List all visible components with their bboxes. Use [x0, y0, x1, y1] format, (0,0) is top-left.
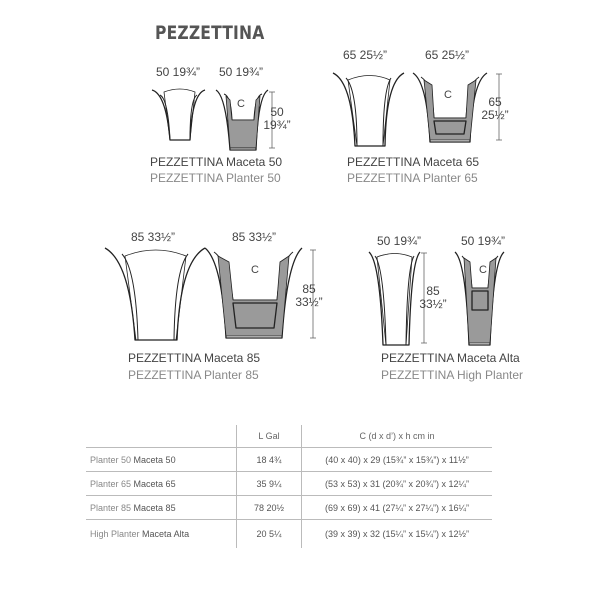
height-in: 33½”	[295, 295, 323, 309]
row-dims: (53 x 53) x 31 (20¾” x 20¾”) x 12¼”	[302, 472, 493, 496]
section-mark-85: C	[251, 264, 259, 276]
table-header-name	[86, 425, 237, 448]
row-name	[86, 448, 237, 472]
width-label-alta: 50 19¾”	[377, 234, 422, 248]
name-en: Planter 65	[90, 478, 132, 489]
table-header-row	[86, 425, 492, 448]
caption-en-85: PEZZETTINA Planter 85	[128, 368, 259, 382]
name-es: Maceta 65	[133, 478, 176, 489]
section-mark-65: C	[444, 89, 452, 101]
height-label-50	[262, 106, 292, 132]
planter-50-elevation	[152, 89, 205, 140]
high-planter-elevation	[369, 252, 420, 345]
name-es: Maceta 50	[133, 454, 176, 465]
caption-es-85: PEZZETTINA Maceta 85	[128, 351, 261, 365]
caption-en-50: PEZZETTINA Planter 50	[150, 171, 281, 185]
row-dims: (39 x 39) x 32 (15¼” x 15¼”) x 12½”	[302, 520, 493, 549]
height-cm: 50	[270, 105, 284, 119]
caption-en-65: PEZZETTINA Planter 65	[347, 171, 478, 185]
planter-85-section	[205, 248, 302, 338]
planter-65-elevation	[333, 73, 404, 146]
section-mark-50: C	[237, 98, 245, 110]
row-dims: (69 x 69) x 41 (27¼” x 27¼”) x 16¼”	[302, 496, 493, 520]
height-in: 33½”	[419, 297, 447, 311]
row-volume: 18 4¾	[237, 448, 302, 472]
row-volume: 20 5¼	[237, 520, 302, 549]
planter-85-elevation	[105, 248, 205, 340]
width-label-50-section: 50 19¾”	[219, 65, 264, 79]
name-es: Maceta Alta	[142, 529, 190, 539]
name-es: Maceta 85	[133, 502, 176, 513]
height-cm: 85	[426, 284, 440, 298]
table-row	[86, 472, 492, 496]
height-cm: 65	[488, 95, 502, 109]
caption-es-alta: PEZZETTINA Maceta Alta	[381, 351, 520, 365]
specs-table	[86, 425, 492, 548]
row-volume: 78 20½	[237, 496, 302, 520]
name-en: Planter 85	[90, 502, 132, 513]
page-title: PEZZETTINA	[155, 22, 265, 44]
width-label-65-section: 65 25½”	[425, 48, 470, 62]
row-dims: (40 x 40) x 29 (15¾” x 15¾”) x 11½”	[302, 448, 493, 472]
row-name	[86, 496, 237, 520]
table-row	[86, 496, 492, 520]
row-name	[86, 520, 237, 549]
caption-es-65: PEZZETTINA Maceta 65	[347, 155, 480, 169]
height-cm: 85	[302, 282, 316, 296]
name-en: Planter 50	[90, 454, 132, 465]
caption-en-alta: PEZZETTINA High Planter	[381, 368, 524, 382]
width-label-65: 65 25½”	[343, 48, 388, 62]
table-row	[86, 520, 492, 549]
row-name	[86, 472, 237, 496]
section-mark-alta: C	[479, 264, 487, 276]
height-in: 19¾”	[263, 118, 291, 132]
width-label-85-section: 85 33½”	[232, 230, 277, 244]
height-in: 25½”	[481, 108, 509, 122]
width-label-50: 50 19¾”	[156, 65, 201, 79]
name-en: High Planter	[90, 529, 140, 539]
height-label-85	[294, 283, 324, 309]
caption-es-50: PEZZETTINA Maceta 50	[150, 155, 283, 169]
table-header-volume: L Gal	[237, 425, 302, 448]
row-volume: 35 9¼	[237, 472, 302, 496]
table-header-dims: C (d x d’) x h cm in	[359, 431, 435, 441]
planter-65-section	[413, 73, 487, 142]
height-label-alta	[418, 285, 448, 311]
table-row	[86, 448, 492, 472]
width-label-85: 85 33½”	[131, 230, 176, 244]
width-label-alta-section: 50 19¾”	[461, 234, 506, 248]
height-label-65	[480, 96, 510, 122]
